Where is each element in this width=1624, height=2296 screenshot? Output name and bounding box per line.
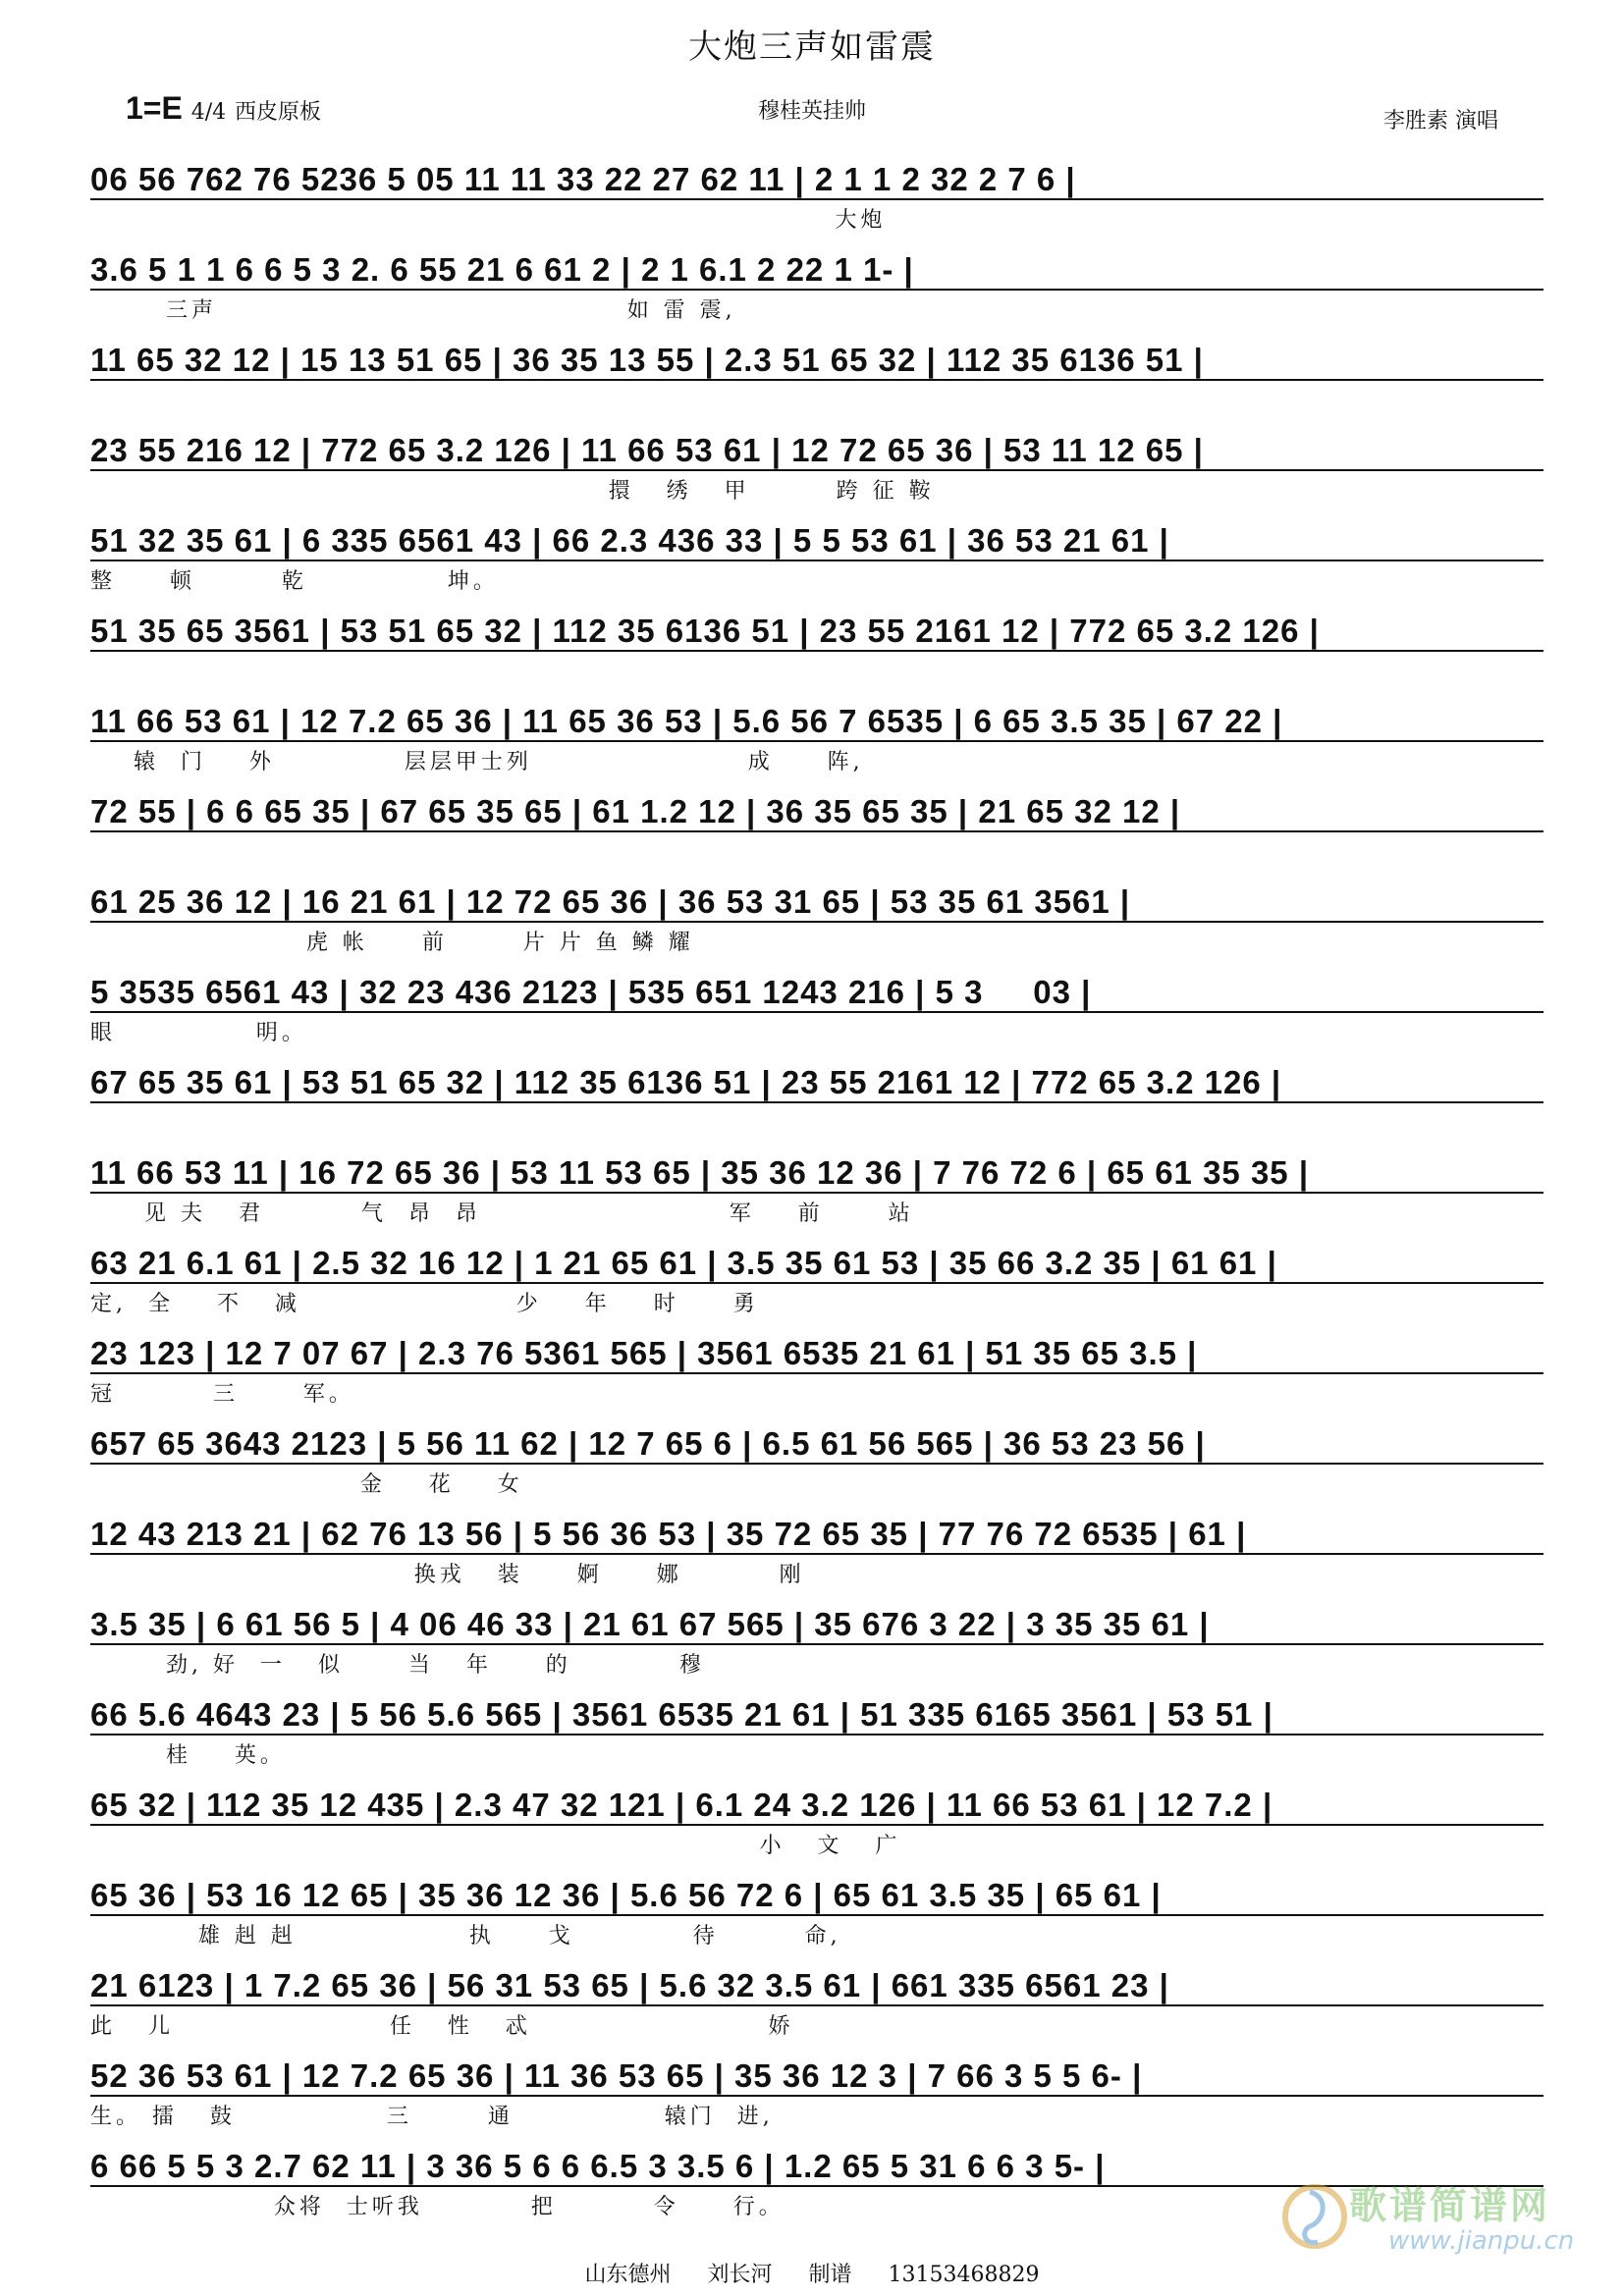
- song-title: 大炮三声如雷震: [688, 27, 936, 67]
- jianpu-notes: 5 3535 6561 43 | 32 23 436 2123 | 535 651 1243 216 | 5 3 03 |: [90, 970, 1543, 1015]
- lyrics-line: 虎 帐 前 片 片 鱼 鳞 耀: [90, 931, 694, 955]
- score-line: [90, 157, 1543, 247]
- jianpu-notes: 6 66 5 5 3 2.7 62 11 | 3 36 5 6 6 6.5 3 3.5 6 | 1.2 65 5 31 6 6 3 5- |: [90, 2144, 1543, 2189]
- jianpu-notes: 23 123 | 12 7 07 67 | 2.3 76 5361 565 | 3561 6535 21 61 | 51 35 65 3.5 |: [90, 1331, 1543, 1376]
- site-watermark: [1280, 2169, 1585, 2268]
- score-line: [90, 1421, 1543, 1512]
- score-line: [90, 880, 1543, 970]
- lyrics-line: 见 夫 君 气 昂 昂 军 前 站: [90, 1201, 914, 1226]
- key-signature: 1=E: [126, 90, 183, 126]
- lyrics-line: 金 花 女: [90, 1472, 523, 1497]
- score-line: [90, 1692, 1543, 1783]
- jianpu-notes: 72 55 | 6 6 65 35 | 67 65 35 65 | 61 1.2 12 | 36 35 65 35 | 21 65 32 12 |: [90, 789, 1543, 834]
- jianpu-notes: 3.6 5 1 1 6 6 5 3 2. 6 55 21 6 61 2 | 2 1 6.1 2 22 1 1- |: [90, 247, 1543, 293]
- time-signature: 4/4: [190, 100, 227, 125]
- lyrics-line: 桂 英。: [90, 1743, 286, 1768]
- jianpu-notes: 12 43 213 21 | 62 76 13 56 | 5 56 36 53 | 35 72 65 35 | 77 76 72 6535 | 61 |: [90, 1512, 1543, 1557]
- treble-clef-logo-icon: [1280, 2177, 1349, 2256]
- watermark-url: www.jianpu.cn: [1388, 2226, 1575, 2256]
- score-line: [90, 1060, 1543, 1150]
- score-line: [90, 1783, 1543, 1873]
- jianpu-notes: 66 5.6 4643 23 | 5 56 5.6 565 | 3561 6535 21 61 | 51 335 6165 3561 | 53 51 |: [90, 1692, 1543, 1737]
- lyrics-line: 整 顿 乾 坤。: [90, 569, 499, 594]
- score-line: [90, 699, 1543, 789]
- jianpu-notes: 63 21 6.1 61 | 2.5 32 16 12 | 1 21 65 61 | 3.5 35 61 53 | 35 66 3.2 35 | 61 61 |: [90, 1241, 1543, 1286]
- jianpu-notes: 67 65 35 61 | 53 51 65 32 | 112 35 6136 51 | 23 55 2161 12 | 772 65 3.2 126 |: [90, 1060, 1543, 1105]
- score-line: [90, 1873, 1543, 1963]
- jianpu-notes: 65 36 | 53 16 12 65 | 35 36 12 36 | 5.6 56 72 6 | 65 61 3.5 35 | 65 61 |: [90, 1873, 1543, 1918]
- opera-subtitle: 穆桂英挂帅: [757, 99, 866, 124]
- lyrics-line: [90, 387, 1543, 416]
- jianpu-notes: 11 66 53 11 | 16 72 65 36 | 53 11 53 65 | 35 36 12 36 | 7 76 72 6 | 65 61 35 35 |: [90, 1150, 1543, 1196]
- jianpu-notes: 51 35 65 3561 | 53 51 65 32 | 112 35 6136 51 | 23 55 2161 12 | 772 65 3.2 126 |: [90, 609, 1543, 654]
- lyrics-line: 换戎 装 婀 娜 刚: [90, 1563, 805, 1587]
- jianpu-notes: 657 65 3643 2123 | 5 56 11 62 | 12 7 65 6 | 6.5 61 56 565 | 36 53 23 56 |: [90, 1421, 1543, 1467]
- lyrics-line: 劲, 好 一 似 当 年 的 穆: [90, 1653, 705, 1678]
- lyrics-line: 定, 全 不 减 少 年 时 勇: [90, 1292, 759, 1316]
- jianpu-notes: 61 25 36 12 | 16 21 61 | 12 72 65 36 | 36 53 31 65 | 53 35 61 3561 |: [90, 880, 1543, 925]
- lyrics-line: [90, 658, 1543, 687]
- jianpu-notes: 11 66 53 61 | 12 7.2 65 36 | 11 65 36 53 | 5.6 56 7 6535 | 6 65 3.5 35 | 67 22 |: [90, 699, 1543, 744]
- jianpu-notes: 51 32 35 61 | 6 335 6561 43 | 66 2.3 436 33 | 5 5 53 61 | 36 53 21 61 |: [90, 518, 1543, 563]
- lyrics-line: 冠 三 军。: [90, 1382, 354, 1407]
- performer-credit: 李胜素 演唱: [1383, 109, 1498, 133]
- lyrics-line: 生。 擂 鼓 三 通 辕门 进,: [90, 2105, 774, 2129]
- jianpu-notes: 06 56 762 76 5236 5 05 11 11 33 22 27 62 11 | 2 1 1 2 32 2 7 6 |: [90, 157, 1543, 202]
- score-line: [90, 970, 1543, 1060]
- score-line: [90, 518, 1543, 609]
- jianpu-notes: 23 55 216 12 | 772 65 3.2 126 | 11 66 53 61 | 12 72 65 36 | 53 11 12 65 |: [90, 428, 1543, 473]
- score-line: [90, 1331, 1543, 1421]
- score-line: [90, 1241, 1543, 1331]
- score-line: [90, 609, 1543, 699]
- lyrics-line: [90, 838, 1543, 868]
- phone-number: 13153468829: [888, 2263, 1040, 2287]
- jianpu-notes: 3.5 35 | 6 61 56 5 | 4 06 46 33 | 21 61 67 565 | 35 676 3 22 | 3 35 35 61 |: [90, 1602, 1543, 1647]
- lyrics-line: 擐 绣 甲 跨 征 鞍: [90, 479, 935, 504]
- lyrics-line: 辕 门 外 层层甲士列 成 阵,: [90, 750, 864, 774]
- transcriber-credit: 山东德州 刘长河 制谱: [584, 2263, 852, 2287]
- lyrics-line: [90, 1109, 1543, 1139]
- score-line: [90, 1512, 1543, 1602]
- jianpu-notes: 65 32 | 112 35 12 435 | 2.3 47 32 121 | 6.1 24 3.2 126 | 11 66 53 61 | 12 7.2 |: [90, 1783, 1543, 1828]
- lyrics-line: 此 儿 任 性 忒 娇: [90, 2014, 794, 2039]
- lyrics-line: 三声 如 雷 震,: [90, 298, 736, 323]
- lyrics-line: 小 文 广: [90, 1834, 901, 1858]
- score-line: [90, 1150, 1543, 1241]
- score-line: [90, 338, 1543, 428]
- score-line: [90, 789, 1543, 880]
- jianpu-notes: 52 36 53 61 | 12 7.2 65 36 | 11 36 53 65 | 35 36 12 3 | 7 66 3 5 5 6- |: [90, 2054, 1543, 2099]
- score-line: [90, 1963, 1543, 2054]
- lyrics-line: 雄 赳 赳 执 戈 待 命,: [90, 1924, 841, 1949]
- jianpu-notes: 21 6123 | 1 7.2 65 36 | 56 31 53 65 | 5.6 32 3.5 61 | 661 335 6561 23 |: [90, 1963, 1543, 2008]
- score-line: [90, 1602, 1543, 1692]
- lyrics-line: 眼 明。: [90, 1021, 307, 1045]
- watermark-text: 歌谱简谱网: [1349, 2184, 1551, 2227]
- score-line: [90, 428, 1543, 518]
- tempo-style: 西皮原板: [235, 100, 322, 125]
- lyrics-line: 众将 士听我 把 令 行。: [90, 2195, 785, 2219]
- lyrics-line: 大炮: [90, 208, 887, 233]
- jianpu-notes: 11 65 32 12 | 15 13 51 65 | 36 35 13 55 | 2.3 51 65 32 | 112 35 6136 51 |: [90, 338, 1543, 383]
- score-line: [90, 247, 1543, 338]
- score-line: [90, 2054, 1543, 2144]
